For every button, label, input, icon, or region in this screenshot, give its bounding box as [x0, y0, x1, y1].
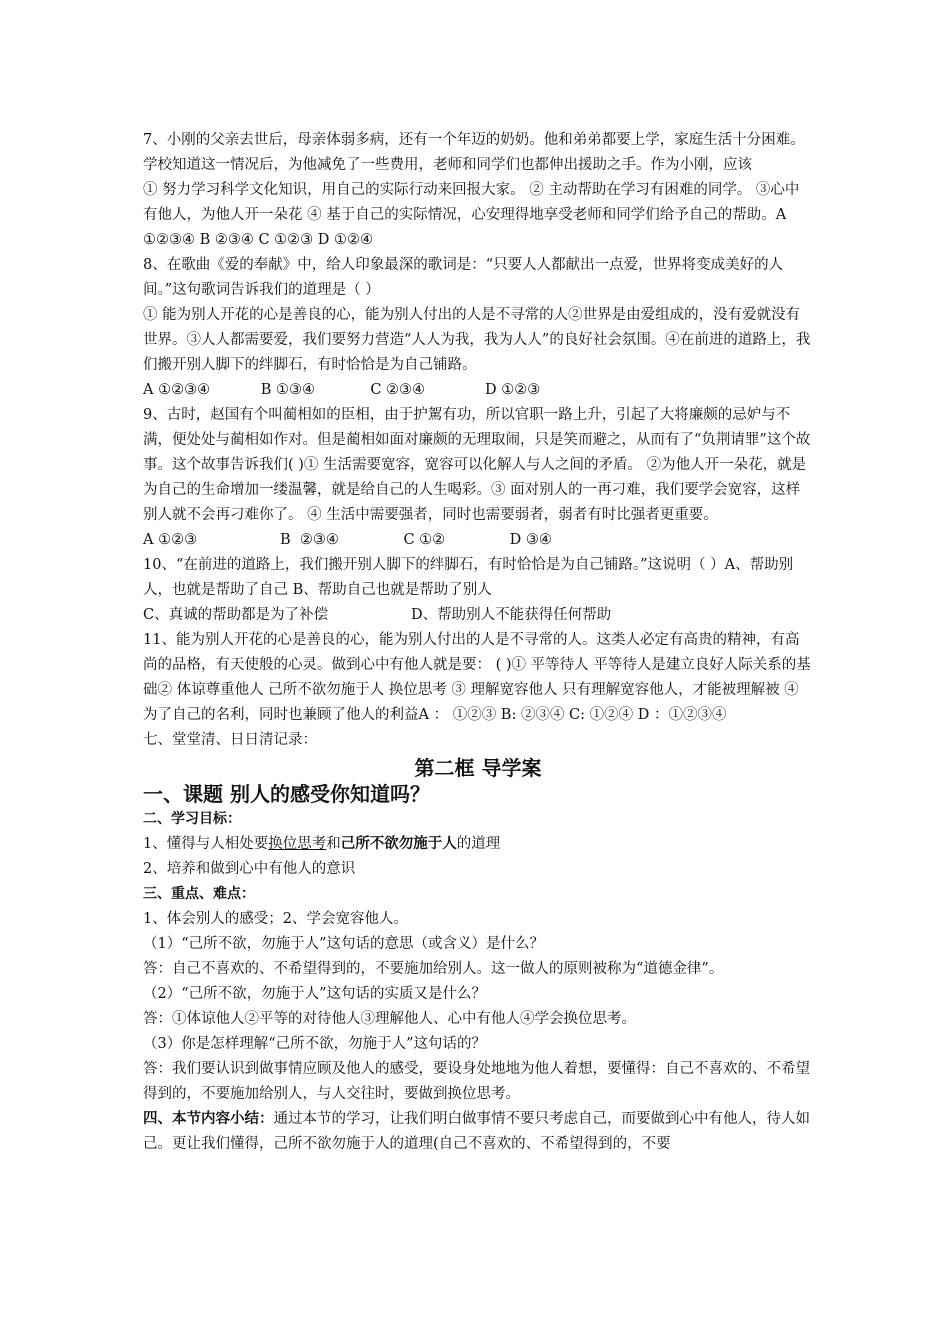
summary-text: 通过本节的学习，让我们明白做事情不要只考虑自己，而要做到心中有他人，待人如己。更让我们懂得，己所不欲勿施于人的道理(自己不喜欢的、不希望得到的，不要 — [143, 1111, 810, 1152]
question-8-body: ① 能为别人开花的心是善良的心，能为别人付出的人是不寻常的人②世界是由爱组成的，没有爱就没有世界。③人人都需要爱，我们要努力营造“人人为我，我为人人”的良好社会氛围。④在前进的道路上，我们搬开别人脚下的绊脚石，有时恰恰是为自己铺路。 — [143, 307, 811, 373]
keypoints-question-1: （1）“己所不欲，勿施于人”这句话的意思（或含义）是什么？ — [143, 936, 545, 952]
goal-1-prefix: 1、懂得与人相处要 — [143, 836, 269, 852]
keypoints-question-3: （3）你是怎样理解“己所不欲，勿施于人”这句话的？ — [143, 1036, 487, 1052]
question-9-stem: 9、古时，赵国有个叫蔺相如的臣相，由于护駕有功，所以官职一路上升，引起了大将廉颇的忌妒与不满，便处处与蔺相如作对。但是蔺相如面对廉颇的无理取闹，只是笑而避之，从而有了“负荆请罪”这个故事。这个故事告诉我们( )① 生活需要宽容，宽容可以化解人与人之间的矛盾。 ②为他人开一朵花，就是为自己的生命增加一缕温馨，就是给自己的人生喝彩。③ 面对别人的一再刁难，我们要学会宽容，这样别人就不会再刁难你了。 ④ 生活中需要强者，同时也需要弱者，弱者有时比强者更重要。 — [143, 407, 811, 523]
question-9-options: A ①②③ B ②③④ C ①② D ③④ — [143, 532, 552, 548]
goal-1-underlined: 换位思考 — [268, 836, 327, 852]
question-10-stem: 10、“在前进的道路上，我们搬开别人脚下的绊脚石，有时恰恰是为自己铺路。”这说明（ ）A、帮助别人，也就是帮助了自己 B、帮助自己也就是帮助了别人 — [143, 557, 794, 598]
question-10-options-cd: C、真诚的帮助都是为了补偿 D、帮助别人不能获得任何帮助 — [143, 607, 612, 623]
question-7-stem: 7、小刚的父亲去世后，母亲体弱多病，还有一个年迈的奶奶。他和弟弟都要上学，家庭生活十分困难。学校知道这一情况后，为他减免了一些费用，老师和同学们也都伸出援助之手。作为小刚，应该 — [143, 132, 805, 173]
keypoints-title: 三、重点、难点： — [143, 886, 255, 902]
keypoints-answer-3: 答：我们要认识到做事情应顾及他人的感受，要设身处地地为他人着想，要懂得：自己不喜欢的、不希望得到的，不要施加给别人，与人交往时，要做到换位思考。 — [143, 1061, 810, 1102]
question-8-options: A ①②③④ B ①③④ C ②③④ D ①②③ — [143, 382, 541, 398]
summary-title: 四、本节内容小结： — [143, 1111, 274, 1127]
learning-goals-title: 二、学习目标： — [143, 811, 241, 827]
question-7-body: ① 努力学习科学文化知识，用自己的实际行动来回报大家。 ② 主动帮助在学习有困难的同学。 ③心中有他人，为他人开一朵花 ④ 基于自己的实际情况，心安理得地享受老师和同学们给予自己的帮助。A ①②③④ B ②③④ C ①②③ D ①②④ — [143, 182, 800, 248]
question-11-stem: 11、能为别人开花的心是善良的心，能为别人付出的人是不寻常的人。这类人必定有高贵的精神，有高尚的品格，有天使般的心灵。做到心中有他人就是要： ( )① 平等待人 平等待人是建立良好人际关系的基础② 体谅尊重他人 己所不欲勿施于人 换位思考 ③ 理解宽容他人 只有理解宽容他人，才能被理解被 ④ 为了自己的名利，同时也兼顾了他人的利益A ： ①②③ B: ②③④ C: ①②④ D ：①②③④ — [143, 632, 811, 723]
section-7-record: 七、堂堂清、日日清记录： — [143, 732, 317, 748]
goal-1-mid: 和 — [326, 836, 341, 852]
keypoints-line-1: 1、体会别人的感受；2、学会宽容他人。 — [143, 911, 408, 927]
keypoints-answer-1: 答：自己不喜欢的、不希望得到的，不要施加给别人。这一做人的原则被称为“道德金律”。 — [143, 961, 724, 977]
document-page — [143, 128, 813, 1157]
keypoints-question-2: （2）“己所不欲，勿施于人”这句话的实质又是什么？ — [143, 986, 487, 1002]
learning-goal-2: 2、培养和做到心中有他人的意识 — [143, 861, 356, 877]
summary-paragraph — [143, 1107, 813, 1157]
goal-1-suffix: 的道理 — [456, 836, 501, 852]
goal-1-bold: 己所不欲勿施于人 — [340, 836, 457, 852]
keypoints-answer-2: 答：①体谅他人②平等的对待他人③理解他人、心中有他人④学会换位思考。 — [143, 1011, 636, 1027]
learning-goal-1 — [143, 832, 813, 857]
lesson-title: 一、课题 别人的感受你知道吗？ — [143, 782, 430, 806]
question-8-stem: 8、在歌曲《爱的奉献》中，给人印象最深的歌词是：“只要人人都献出一点爱，世界将变成美好的人间。”这句歌词告诉我们的道理是（ ） — [143, 257, 784, 298]
section-heading: 第二框 导学案 — [414, 756, 542, 780]
